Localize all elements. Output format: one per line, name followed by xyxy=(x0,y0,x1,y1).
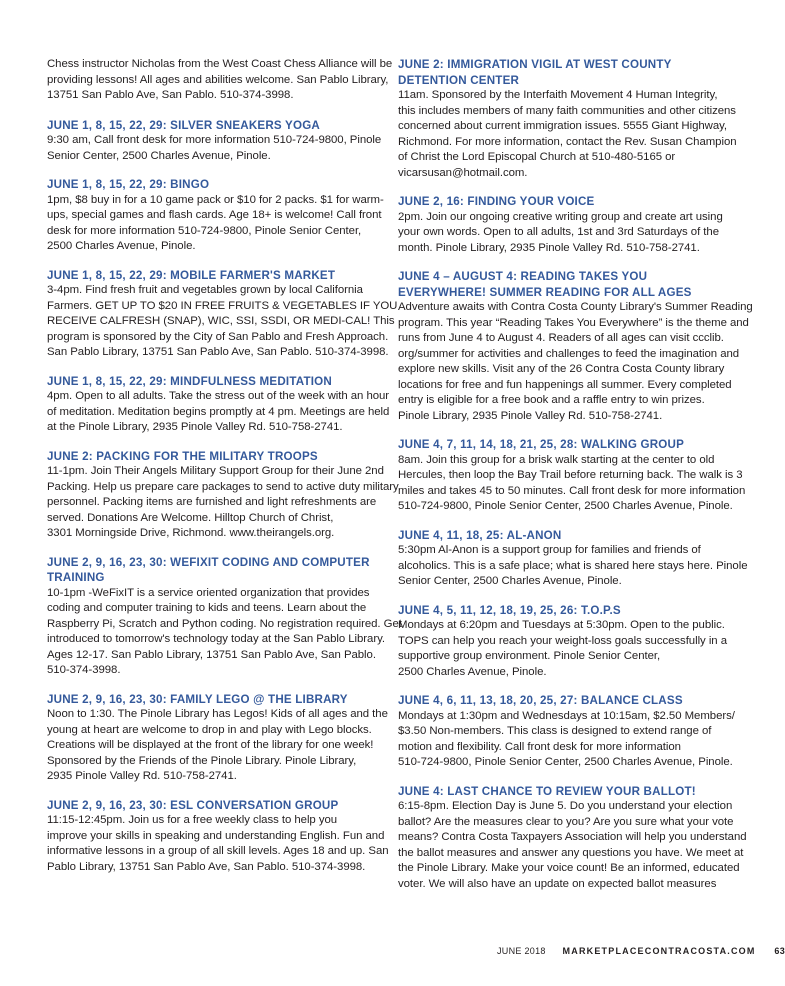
event-description xyxy=(398,543,748,590)
description-line: providing lessons! All ages and abilities welcome. San Pablo Library, xyxy=(47,73,389,86)
description-line: 2500 Charles Avenue, Pinole. xyxy=(47,240,196,252)
description-line: concerned about current immigration issues. 5555 Giant Highway, xyxy=(398,120,728,132)
description-line: the Pinole Library. Make your voice count! Be an informed, educated xyxy=(398,862,740,874)
description-line: improve your skills in speaking and understanding English. Fun and xyxy=(47,829,385,842)
description-line: motion and flexibility. Call front desk for more information xyxy=(398,740,681,753)
description-line: 11am. Sponsored by the Interfaith Movement 4 Human Integrity, xyxy=(398,89,718,101)
description-line: TOPS can help you reach your weight-loss goals successfully in a xyxy=(398,634,727,647)
description-line: Senior Center, 2500 Charles Avenue, Pinole. xyxy=(398,575,622,587)
event-description xyxy=(398,210,728,257)
event-entry xyxy=(47,268,398,361)
description-line: month. Pinole Library, 2935 Pinole Valley Rd. 510-758-2741. xyxy=(398,241,700,254)
description-line: RECEIVE CALFRESH (SNAP), WIC, SSI, SSDI, OR MEDI-CAL! This xyxy=(47,315,395,327)
event-title: JUNE 4, 11, 18, 25: AL-ANON xyxy=(398,528,562,542)
event-description xyxy=(47,283,398,361)
description-line: 4pm. Open to all adults. Take the stress out of the week with an hour xyxy=(47,390,390,402)
event-title: JUNE 2, 16: FINDING YOUR VOICE xyxy=(398,195,595,208)
description-line: 2pm. Join our ongoing creative writing group and create art using xyxy=(398,210,723,223)
website-link[interactable]: MARKETPLACECONTRACOSTA.COM xyxy=(562,946,756,956)
description-line: 6:15-8pm. Election Day is June 5. Do you understand your election xyxy=(398,800,733,812)
description-line: of meditation. Meditation begins promptly at 4 pm. Meetings are held xyxy=(47,405,390,418)
event-description xyxy=(47,707,388,785)
description-line: ups, special games and flash cards. Age 18+ is welcome! Call front xyxy=(47,209,382,221)
page-number: 63 xyxy=(774,946,785,956)
description-line: 510-724-9800, Pinole Senior Center, 2500 Charles Avenue, Pinole. xyxy=(398,756,733,768)
event-title: JUNE 4, 5, 11, 12, 18, 19, 25, 26: T.O.P.S xyxy=(398,603,621,617)
event-title: JUNE 1, 8, 15, 22, 29: MINDFULNESS MEDITATION xyxy=(47,374,332,388)
description-line: Mondays at 6:20pm and Tuesdays at 5:30pm. Open to the public. xyxy=(398,619,725,631)
event-title: JUNE 2, 9, 16, 23, 30: FAMILY LEGO @ THE LIBRARY xyxy=(47,692,348,706)
description-line: San Pablo Library, 13751 San Pablo Ave, San Pablo. 510-374-3998. xyxy=(47,346,389,358)
description-line: explore new skills. Visit any of the 26 Contra Costa County library xyxy=(398,363,725,375)
event-entry xyxy=(47,57,393,104)
event-title: JUNE 4, 7, 11, 14, 18, 21, 25, 28: WALKING GROUP xyxy=(398,438,685,451)
event-entry xyxy=(47,555,402,679)
description-line: Senior Center, 2500 Charles Avenue, Pinole. xyxy=(47,149,271,162)
event-entry xyxy=(398,603,728,681)
event-entry xyxy=(47,177,384,255)
event-entry xyxy=(398,57,737,181)
left-column xyxy=(47,57,402,888)
event-entry xyxy=(47,798,389,876)
event-title: JUNE 4, 6, 11, 13, 18, 20, 25, 27: BALANCE CLASS xyxy=(398,694,683,707)
event-description xyxy=(398,300,753,424)
event-description xyxy=(47,57,393,104)
right-column xyxy=(398,57,753,905)
description-line: Ages 12-17. San Pablo Library, 13751 San Pablo Ave, San Pablo. xyxy=(47,648,376,661)
description-line: entry is eligible for a free book and a raffle entry to win prizes. xyxy=(398,394,705,406)
event-entry xyxy=(398,784,747,893)
event-title: JUNE 1, 8, 15, 22, 29: SILVER SNEAKERS YOGA xyxy=(47,118,320,132)
description-line: Noon to 1:30. The Pinole Library has Legos! Kids of all ages and the xyxy=(47,708,388,720)
description-line: 2500 Charles Avenue, Pinole. xyxy=(398,665,547,678)
description-line: program is sponsored by the City of San Pablo and Fresh Approach. xyxy=(47,330,389,343)
description-line: Pinole Library, 2935 Pinole Valley Rd. 510-758-2741. xyxy=(398,409,663,422)
event-entry xyxy=(398,693,735,771)
description-line: ballot? Are the measures clear to you? Are you sure what your vote xyxy=(398,815,734,828)
event-description xyxy=(47,813,389,875)
description-line: program. This year “Reading Takes You Everywhere” is the theme and xyxy=(398,316,749,329)
description-line: 11-1pm. Join Their Angels Military Support Group for their June 2nd xyxy=(47,465,384,477)
event-description xyxy=(47,133,382,164)
description-line: alcoholics. This is a safe place; what is shared here stays here. Pinole xyxy=(398,559,748,572)
description-line: Raspberry Pi, Scratch and Python coding. No registration required. Get xyxy=(47,617,402,630)
event-description xyxy=(398,453,746,515)
event-title: JUNE 1, 8, 15, 22, 29: MOBILE FARMER'S MARKET xyxy=(47,268,336,282)
event-description xyxy=(398,709,735,771)
description-line: at the Pinole Library, 2935 Pinole Valley Rd. 510-758-2741. xyxy=(47,421,343,433)
description-line: introduced to tomorrow's technology today at the San Pablo Library. xyxy=(47,633,385,645)
event-entry xyxy=(47,374,390,436)
description-line: runs from June 4 to August 4. Readers of all ages can visit ccclib. xyxy=(398,332,724,344)
event-description xyxy=(47,389,390,436)
event-description xyxy=(398,618,728,680)
event-title: JUNE 1, 8, 15, 22, 29: BINGO xyxy=(47,178,210,191)
description-line: of Christ the Lord Episcopal Church at 510-480-5165 or xyxy=(398,151,676,163)
description-line: supportive group environment. Pinole Senior Center, xyxy=(398,650,661,662)
page-footer xyxy=(497,946,785,956)
event-entry xyxy=(398,437,746,515)
description-line: served. Donations Are Welcome. Hilltop Church of Christ, xyxy=(47,511,334,524)
event-entry xyxy=(398,194,728,256)
description-line: Mondays at 1:30pm and Wednesdays at 10:15am, $2.50 Members/ xyxy=(398,709,735,722)
description-line: young at heart are welcome to drop in and play with Lego blocks. xyxy=(47,723,372,736)
description-line: $3.50 Non-members. This class is designed to extend range of xyxy=(398,725,712,737)
description-line: 3301 Morningside Drive, Richmond. www.theirangels.org. xyxy=(47,527,335,539)
description-line: Hercules, then loop the Bay Trail before returning back. The walk is 3 xyxy=(398,469,743,481)
description-line: Farmers. GET UP TO $20 IN FREE FRUITS & VEGETABLES IF YOU xyxy=(47,299,398,312)
description-line: org/summer for activities and challenges to feed the imagination and xyxy=(398,347,740,360)
event-description xyxy=(47,193,384,255)
description-line: miles and takes 45 to 50 minutes. Call front desk for more information xyxy=(398,484,746,497)
description-line: 3-4pm. Find fresh fruit and vegetables grown by local California xyxy=(47,284,363,296)
event-description xyxy=(47,464,399,542)
description-line: coding and computer training to kids and teens. Learn about the xyxy=(47,602,367,614)
description-line: Creations will be displayed at the front of the library for one week! xyxy=(47,739,374,751)
event-title: JUNE 2: IMMIGRATION VIGIL AT WEST COUNTY DETENTION CENTER xyxy=(398,58,672,87)
event-title: JUNE 2, 9, 16, 23, 30: ESL CONVERSATION GROUP xyxy=(47,798,339,812)
description-line: 9:30 am, Call front desk for more information 510-724-9800, Pinole xyxy=(47,134,382,146)
event-entry xyxy=(398,269,753,424)
description-line: 5:30pm Al-Anon is a support group for families and friends of xyxy=(398,544,701,556)
event-title: JUNE 2: PACKING FOR THE MILITARY TROOPS xyxy=(47,449,318,463)
description-line: informative lessons in a group of all skill levels. Ages 18 and up. San xyxy=(47,845,389,857)
event-entry xyxy=(47,449,399,542)
event-description xyxy=(398,799,747,892)
description-line: Chess instructor Nicholas from the West Coast Chess Alliance will be xyxy=(47,58,393,70)
event-description xyxy=(47,586,402,679)
event-entry xyxy=(47,692,388,785)
description-line: 8am. Join this group for a brisk walk starting at the center to old xyxy=(398,453,715,466)
description-line: Sponsored by the Friends of the Pinole Library. Pinole Library, xyxy=(47,754,357,767)
description-line: 10-1pm -WeFixIT is a service oriented organization that provides xyxy=(47,586,370,599)
description-line: voter. We will also have an update on expected ballot measures xyxy=(398,877,717,890)
description-line: Richmond. For more information, contact the Rev. Susan Champion xyxy=(398,135,737,148)
event-title: JUNE 2, 9, 16, 23, 30: WEFIXIT CODING AND COMPUTER TRAINING xyxy=(47,555,370,584)
description-line: personnel. Packing items are furnished and light refreshments are xyxy=(47,496,377,508)
description-line: vicarsusan@hotmail.com. xyxy=(398,166,528,179)
description-line: the ballot measures and answer any questions you have. We meet at xyxy=(398,846,744,859)
description-line: 510-374-3998. xyxy=(47,664,121,676)
description-line: Adventure awaits with Contra Costa County Library's Summer Reading xyxy=(398,301,753,313)
description-line: Packing. Help us prepare care packages to send to active duty military xyxy=(47,480,399,493)
description-line: 1pm, $8 buy in for a 10 game pack or $10 for 2 packs. $1 for warm- xyxy=(47,193,384,206)
description-line: your own words. Open to all adults, 1st and 3rd Saturdays of the xyxy=(398,226,719,238)
description-line: Pablo Library, 13751 San Pablo Ave, San Pablo. 510-374-3998. xyxy=(47,860,366,873)
description-line: 13751 San Pablo Ave, San Pablo. 510-374-3998. xyxy=(47,89,294,101)
event-description xyxy=(398,88,737,181)
description-line: locations for free and fun happenings all summer. Every completed xyxy=(398,378,732,391)
description-line: 510-724-9800, Pinole Senior Center, 2500 Charles Avenue, Pinole. xyxy=(398,500,733,512)
description-line: means? Contra Costa Taxpayers Association will help you understand xyxy=(398,831,747,843)
description-line: 2935 Pinole Valley Rd. 510-758-2741. xyxy=(47,770,237,782)
description-line: desk for more information 510-724-9800, Pinole Senior Center, xyxy=(47,224,362,237)
event-title: JUNE 4: LAST CHANCE TO REVIEW YOUR BALLOT! xyxy=(398,784,696,798)
event-entry xyxy=(47,118,382,165)
description-line: 11:15-12:45pm. Join us for a free weekly class to help you xyxy=(47,814,338,826)
issue-date: JUNE 2018 xyxy=(497,946,546,956)
description-line: this includes members of many faith communities and other citizens xyxy=(398,104,736,117)
event-title: JUNE 4 – AUGUST 4: READING TAKES YOU EVERYWHERE! SUMMER READING FOR ALL AGES xyxy=(398,270,692,299)
event-entry xyxy=(398,528,748,590)
